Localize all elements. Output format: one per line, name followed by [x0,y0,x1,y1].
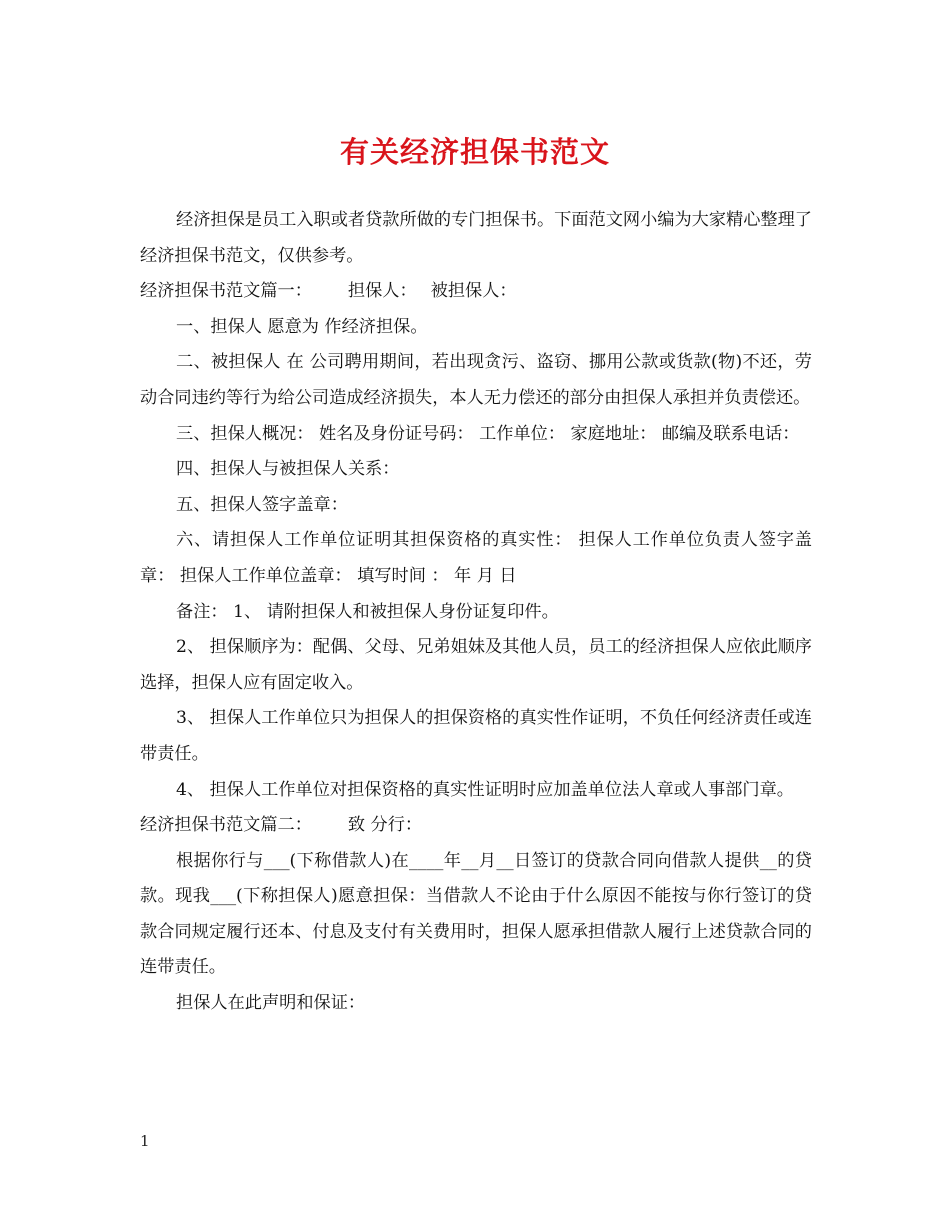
section-one-heading: 经济担保书范文篇一： [140,281,312,302]
paragraph-item-3: 三、担保人概况： 姓名及身份证号码： 工作单位： 家庭地址： 邮编及联系电话： [176,423,800,444]
document-body [140,203,812,1022]
addressee-label: 致 分行： [347,815,423,836]
paragraph-item-5: 五、担保人签字盖章： [176,494,348,515]
section-two-heading-line [140,808,812,844]
page-number: 1 [140,1132,150,1150]
note-3: 3、 担保人工作单位只为担保人的担保资格的真实性作证明，不负任何经济责任或连带责任。 [140,708,812,764]
paragraph-declaration: 担保人在此声明和保证： [176,993,366,1014]
paragraph-intro: 经济担保是员工入职或者贷款所做的专门担保书。下面范文网小编为大家精心整理了经济担保书范文，仅供参考。 [140,210,812,266]
note-4: 4、 担保人工作单位对担保资格的真实性证明时应加盖单位法人章或人事部门章。 [176,779,794,800]
paragraph-item-4: 四、担保人与被担保人关系： [176,459,400,480]
section-two-heading: 经济担保书范文篇二： [140,815,312,836]
note-2: 2、 担保顺序为：配偶、父母、兄弟姐妹及其他人员，员工的经济担保人应依此顺序选择，担保人应有固定收入。 [140,637,812,693]
document-title: 有关经济担保书范文 [339,135,610,169]
guarantor-label: 担保人： [347,281,417,302]
guaranteed-label: 被担保人： [430,281,517,302]
paragraph-item-2: 二、被担保人 在 公司聘用期间，若出现贪污、盗窃、挪用公款或货款(物)不还，劳动合同违约等行为给公司造成经济损失，本人无力偿还的部分由担保人承担并负责偿还。 [140,352,812,408]
note-1: 备注： 1、 请附担保人和被担保人身份证复印件。 [176,601,559,622]
paragraph-item-6: 六、请担保人工作单位证明其担保资格的真实性： 担保人工作单位负责人签字盖章： 担保人工作单位盖章： 填写时间 ： 年 月 日 [140,530,812,586]
section-one-heading-line [140,274,812,310]
paragraph-loan: 根据你行与___(下称借款人)在____年__月__日签订的贷款合同向借款人提供__的贷款。现我___(下称担保人)愿意担保：当借款人不论由于什么原因不能按与你行签订的贷款合同规定履行还本、付息及支付有关费用时，担保人愿承担借款人履行上述贷款合同的连带责任。 [140,850,812,978]
paragraph-item-1: 一、担保人 愿意为 作经济担保。 [176,316,428,337]
